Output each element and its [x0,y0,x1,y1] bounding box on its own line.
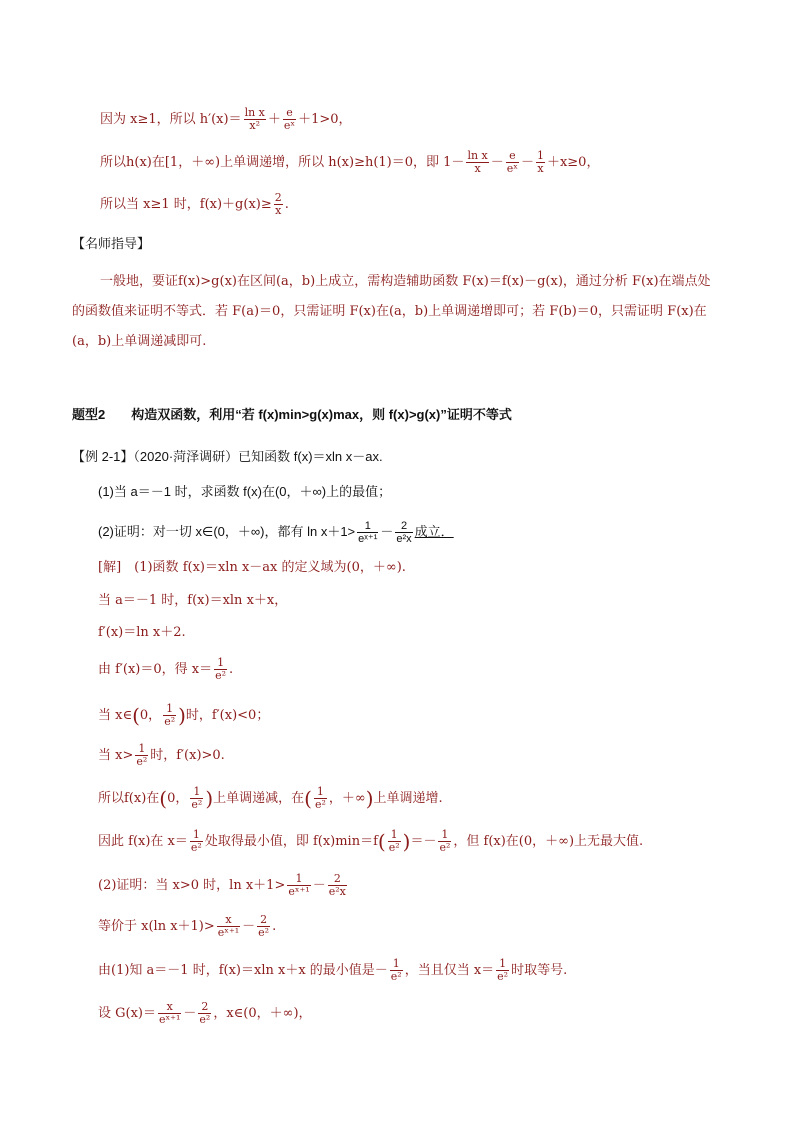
text-segment: ，但 f(x)在(0，＋∞)上无最大值. [453,834,644,849]
teacher-guide-paragraph: 一般地，要证f(x)>g(x)在区间(a，b)上成立，需构造辅助函数 F(x)＝f(x)－g(x)，通过分析 F(x)在端点处的函数值来证明不等式．若 F(a)＝0，只需证明 F(x)在(a，b)上单调递增即可；若 F(b)＝0，只需证明 F(x)在(a，b)上单调递减即可. [72,274,711,349]
teacher-guide-heading: 【名师指导】 [72,236,151,251]
solution-line-4 [98,657,233,682]
fraction [390,958,403,983]
numerator: 1 [190,786,203,799]
text-segment: 所以当 x≥1 时，f(x)＋g(x)≥ [100,197,272,212]
proof-line-1: 因为 x≥1，所以 h′(x)＝ $\frac{\text{ln x}}{\text{x²}}$ ＋ $\frac{e}{\text{eˣ}}$ ＋1>0， [100,106,352,132]
numerator: e [506,150,519,163]
numerator: 2 [257,914,270,927]
proof-line-c [98,958,567,983]
text-segment: 0， [139,708,162,723]
numerator: 2 [274,191,282,204]
denominator: e² [215,669,227,682]
numerator: ln x [244,106,265,119]
denominator: x [474,162,481,175]
denominator: e²x [396,533,412,545]
denominator: e² [164,715,176,728]
text-segment: . [229,662,234,677]
text-segment: 所以f(x)在 [98,791,160,806]
fraction [283,107,296,132]
text-segment: 因此 f(x)在 x＝ [98,834,188,849]
denominator: eˣ [283,119,296,132]
denominator: e² [136,755,148,768]
denominator: e² [199,1013,211,1026]
fraction [244,107,266,132]
fraction [214,657,227,682]
numerator: 1 [314,786,327,799]
denominator: x [275,204,282,217]
proof-line-2: 所以h(x)在[1，＋∞)上单调递增，所以 h(x)≥h(1)＝0，即 1－ $\frac{\text{ln x}}{x}$ － $\frac{e}{\text{eˣ}}$ － $\frac{1}{x}$ ＋x≥0， [100,149,600,175]
numerator: 1 [357,520,378,533]
question-1: (1)当 a＝－1 时，求函数 f(x)在(0，＋∞)上的最值； [98,484,392,499]
solution-line-2: 当 a＝－1 时，f(x)＝xln x＋x， [98,593,288,608]
denominator: x² [249,119,261,132]
solution-line-5: 当 x∈(0， $\frac{1}{\text{e²}}$ )时，f′(x)<0； [98,702,270,728]
fraction [466,150,488,175]
denominator: e² [390,970,402,983]
numerator: 1 [163,703,176,716]
numerator: 1 [438,829,451,842]
fraction [287,873,310,898]
solution-line-8: 因此 f(x)在 x＝ $\frac{1}{\text{e²}}$ 处取得最小值，即 f(x)min＝f( $\frac{1}{\text{e²}}$ )＝－ $\frac{1}{\text{e²}}$ ，但 f(x)在(0，＋∞)上无最大值. [98,828,644,854]
text-segment: 等价于 x(ln x＋1)> [98,919,215,934]
fraction [163,703,176,728]
denominator: e² [191,798,203,811]
text-segment: 由(1)知 a＝－1 时，f(x)＝xln x＋x 的最小值是－ [98,963,388,978]
text-segment: 时取等号. [511,963,568,978]
text-segment: ，＋∞ [328,791,366,806]
fraction [257,914,270,939]
numerator: 1 [390,958,403,971]
text-segment: 处取得最小值，即 f(x)min＝f [204,834,378,849]
question-2: (2)证明：对一切 x∈(0，＋∞)，都有 ln x＋1> $\frac{1}{\text{eˣ⁺¹}}$ － $\frac{2}{\text{e²x}}$ 成立． [98,520,454,545]
proof-line-d: 设 G(x)＝ $\frac{x}{\text{eˣ⁺¹}}$ － $\frac{2}{\text{e²}}$ ，x∈(0，＋∞)， [98,1000,312,1026]
text-segment: (2)证明：当 x>0 时，ln x＋1> [98,878,286,893]
proof-line-a: (2)证明：当 x>0 时，ln x＋1> $\frac{1}{\text{eˣ⁺¹}}$ － $\frac{2}{\text{e²x}}$ [98,872,346,898]
denominator: eˣ [506,162,518,175]
fraction [357,520,378,545]
numerator: 1 [536,149,544,162]
fraction [506,150,519,175]
text-segment: ＋1>0， [298,112,352,127]
denominator: e² [258,926,270,939]
numerator: 1 [287,873,310,886]
numerator: 2 [328,873,347,886]
denominator: e² [497,970,509,983]
denominator: e² [388,841,400,854]
proof-line-3 [100,192,289,217]
fraction [438,829,451,854]
denominator: eˣ⁺¹ [288,885,310,898]
section-heading: 题型2 构造双函数，利用“若 f(x)min>g(x)max，则 f(x)>g(x)”证明不等式 [72,407,512,422]
numerator: 2 [198,1001,211,1014]
denominator: eˣ⁺¹ [217,926,240,939]
example-statement: 【例 2-1】（2020·菏泽调研）已知函数 f(x)＝xln x－ax. [72,449,383,464]
fraction [158,1001,181,1026]
numerator: ln x [467,149,488,162]
numerator: 1 [190,829,203,842]
text-segment: 上单调递减，在 [213,791,305,806]
denominator: x [537,162,544,175]
fraction [496,958,509,983]
numerator: 1 [388,829,401,842]
text-segment: 0， [167,791,189,806]
text-segment: (2)证明：对一切 x∈(0，＋∞)，都有 ln x＋1> [98,523,356,539]
text-segment: 设 G(x)＝ [98,1006,156,1021]
numerator: x [158,1001,181,1014]
text-segment: ＋x≥0， [546,155,600,170]
text-segment: 当 x> [98,748,134,763]
fraction [388,829,401,854]
numerator: 1 [214,657,227,670]
solution-line-3: f′(x)＝ln x＋2. [98,625,186,640]
text-segment: 所以h(x)在[1，＋∞)上单调递增，所以 h(x)≥h(1)＝0，即 1－ [100,155,465,170]
text-segment: ，x∈(0，＋∞)， [213,1006,312,1021]
numerator: 2 [395,520,412,533]
denominator: eˣ⁺¹ [159,1013,181,1026]
text-segment: ＝－ [410,834,437,849]
fraction [217,914,240,939]
text-segment: 当 x∈ [98,708,133,723]
fraction [198,1001,211,1026]
denominator: e² [439,841,451,854]
fraction [314,786,327,811]
numerator: x [217,914,240,927]
text-segment: 由 f′(x)＝0，得 x＝ [98,662,213,677]
denominator: eˣ⁺¹ [358,533,378,545]
denominator: e²x [328,885,346,898]
numerator: e [283,107,296,120]
fraction [190,829,203,854]
text-segment: 因为 x≥1，所以 h′(x)＝ [100,112,242,127]
fraction [395,520,412,545]
solution-line-6 [98,743,225,768]
solution-line-7: 所以f(x)在(0， $\frac{1}{\text{e²}}$ )上单调递减，在( $\frac{1}{\text{e²}}$ ，＋∞)上单调递增. [98,785,443,811]
fraction [135,743,148,768]
text-segment: 成立． [414,523,454,539]
fraction [536,150,545,175]
denominator: e² [314,798,326,811]
text-segment: 时，f′(x)<0； [185,708,270,723]
fraction [328,873,347,898]
text-segment: . [284,197,289,212]
text-segment: . [272,919,277,934]
solution-line-1: [解] (1)函数 f(x)＝xln x－ax 的定义域为(0，＋∞). [98,560,406,575]
numerator: 1 [496,958,509,971]
numerator: 1 [135,743,148,756]
text-segment: 上单调递增. [373,791,443,806]
fraction [274,192,283,217]
text-segment: 时，f′(x)>0. [150,748,225,763]
denominator: e² [190,841,202,854]
text-segment: ，当且仅当 x＝ [404,963,495,978]
proof-line-b: 等价于 x(ln x＋1)> $\frac{x}{\text{eˣ⁺¹}}$ － $\frac{2}{\text{e²}}$ . [98,913,277,939]
fraction [190,786,203,811]
